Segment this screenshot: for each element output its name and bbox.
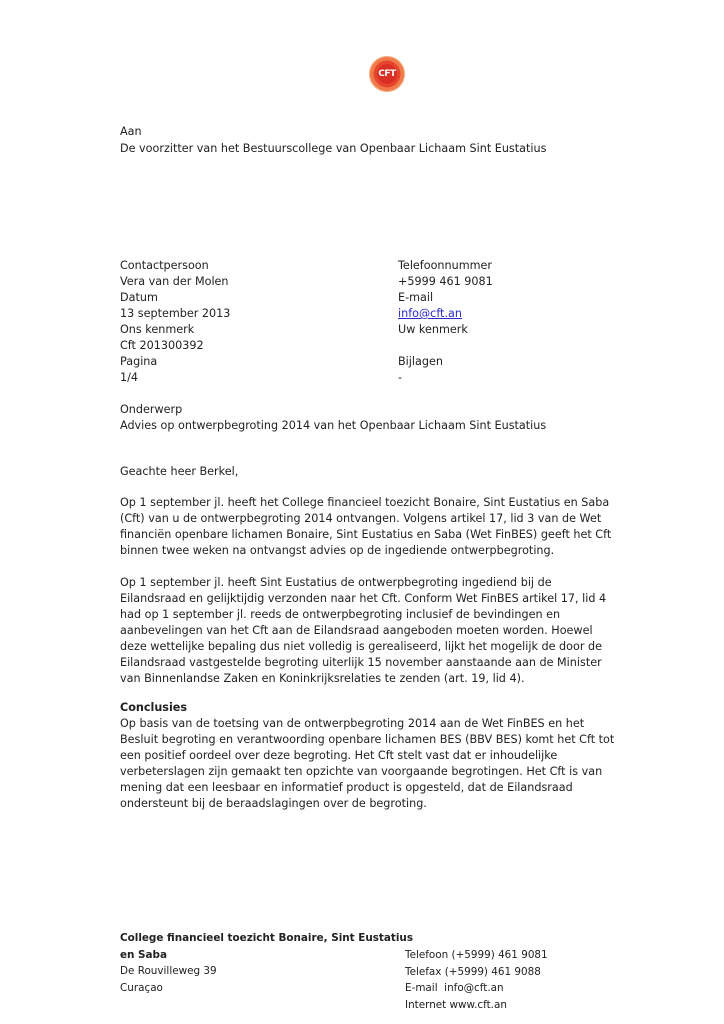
subject-label: Onderwerp — [120, 403, 183, 416]
our-reference-label: Ons kenmerk — [120, 323, 195, 336]
conclusions-heading: Conclusies — [120, 701, 188, 714]
phone-value: +5999 461 9081 — [398, 275, 493, 288]
subject-value: Advies op ontwerpbegroting 2014 van het Openbaar Lichaam Sint Eustatius — [120, 419, 547, 432]
footer-address-city: Curaçao — [120, 981, 163, 994]
email-link[interactable]: info@cft.an — [398, 307, 462, 320]
recipient-label: Aan — [120, 125, 142, 138]
recipient-name: De voorzitter van het Bestuurscollege van Openbaar Lichaam Sint Eustatius — [120, 142, 547, 155]
cft-logo-text: CFT — [377, 64, 397, 84]
salutation: Geachte heer Berkel, — [120, 465, 239, 478]
page-value: 1/4 — [120, 371, 139, 384]
date-label: Datum — [120, 291, 158, 304]
attachments-label: Bijlagen — [398, 355, 443, 368]
our-reference-value: Cft 201300392 — [120, 339, 204, 352]
footer-org-line2: en Saba — [120, 948, 168, 961]
footer-address-street: De Rouvilleweg 39 — [120, 965, 217, 977]
email-label: E-mail — [398, 291, 434, 304]
contact-label: Contactpersoon — [120, 259, 209, 272]
date-value: 13 september 2013 — [120, 307, 231, 320]
attachments-value: - — [398, 371, 403, 384]
meta-right-column — [398, 258, 493, 386]
footer-contact — [405, 947, 548, 1013]
footer-telefax: Telefax (+5999) 461 9088 — [405, 965, 541, 978]
cft-logo — [369, 56, 405, 92]
paragraph-2: Op 1 september jl. heeft Sint Eustatius de ontwerpbegroting ingediend bij de Eilandsraad en gelijktijdig verzonden naar het Cft. Conform Wet FinBES artikel 17, lid 4 had op 1 september jl. reeds de ontwerpbegroting inclusief de bevindingen en aanbevelingen van het Cft aan de Eilandsraad aangeboden moeten worden. Hoewel deze wettelijke bepaling dus niet volledig is gerealiseerd, lijkt het mogelijk de door de Eilandsraad vastgestelde begroting uiterlijk 15 november aanstaande aan de Minister van Binnenlandse Zaken en Koninkrijksrelaties te zenden (art. 19, lid 4). — [120, 576, 607, 685]
your-reference-label: Uw kenmerk — [398, 323, 468, 336]
conclusions-text: Op basis van de toetsing van de ontwerpbegroting 2014 aan de Wet FinBES en het Besluit begroting en verantwoording openbare lichamen BES (BBV BES) komt het Cft tot een positief oordeel over deze begroting. Het Cft stelt vast dat er inhoudelijke verbeterslagen zijn gemaakt ten opzichte van voorgaande begrotingen. Het Cft is van mening dat een leesbaar en informatief product is opgesteld, dat de Eilandsraad ondersteunt bij de beraadslagingen over de begroting. — [120, 717, 615, 810]
footer-email: E-mail info@cft.an — [405, 982, 504, 994]
footer-org-line1: College financieel toezicht Bonaire, Sint Eustatius — [120, 932, 414, 944]
paragraph-1: Op 1 september jl. heeft het College financieel toezicht Bonaire, Sint Eustatius en Saba (Cft) van u de ontwerpbegroting 2014 ontvangen. Volgens artikel 17, lid 3 van de Wet financiën openbare lichamen Bonaire, Sint Eustatius en Saba (Wet FinBES) geeft het Cft binnen twee weken na ontvangst advies op de ingediende ontwerpbegroting. — [120, 496, 612, 557]
footer-internet: Internet www.cft.an — [405, 998, 507, 1011]
phone-label: Telefoonnummer — [398, 259, 492, 272]
meta-left-column — [120, 258, 230, 386]
page-label: Pagina — [120, 355, 158, 368]
footer-organization — [120, 930, 413, 996]
footer-telefoon: Telefoon (+5999) 461 9081 — [405, 949, 548, 961]
contact-value: Vera van der Molen — [120, 275, 229, 288]
your-reference-value — [398, 338, 493, 354]
